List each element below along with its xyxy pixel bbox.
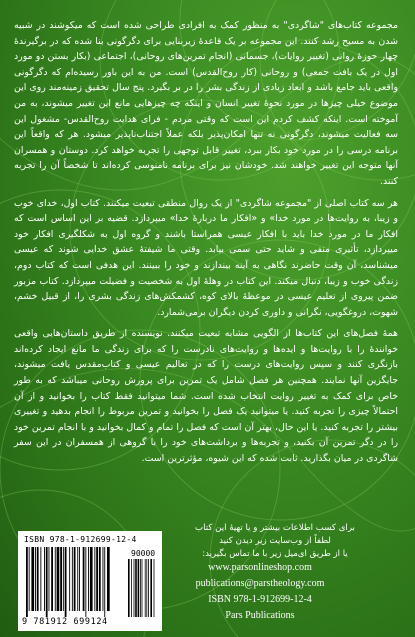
barcode-bar [57,547,60,611]
barcode-bar [69,547,70,611]
paragraph: همهٔ فصل‌های این کتاب‌ها از الگویی مشابه تبعیت میکنند. نویسنده از طریق داستان‌هایی واقعی خوانندهٔ را با روایت‌ها و ایده‌ها و روایت‌های نادرست را که برای زندگی ما مانع ایجاد کرده‌اند بازنگری کنند و سپس روایت‌های درست را که در تعالیم عیسی و کتاب‌مقدس یافت میشوند، جایگزین آنها نمایند. همچنین هر فصل شامل یک تمرین برای پرورش روحانی میباشد که به طور خاص برای کمک به تغییر روایت انتخاب شده است. شما میتوانید فقط کتاب را بخوانید و از آن احتمالاً چیزی را تجربه کنید. یا میتوانید یک فصل را بخوانید و تمرین مربوط را انجام بدهید و تغییری بیشتر را تجربه کنید. یا این حال، بهتر آن است که فصل را تمام و کمال بخوانید و با انجام تمرین خود را در دگر تمرین آن بکنید، و تجربه‌ها و برداشت‌های خود را با گروهی از همسفران در این سفر شاگردی در میان بگذارید. ثابت شده که این شیوه، مؤثرترین است. [14,328,398,465]
paragraph: هر سه کتاب اصلی از "مجموعه شاگردی" از یک روال منطقی تبعیت میکنند. کتاب اول، خدای خوب و زیبا، به روایت‌ها در مورد خدا» و «افکار ما دربارهٔ خدا» میپردازد. قضیه بر این اساس است که افکار ما در مورد خدا باید با افکار عیسی همراستا باشند و گروه اول به شکلگیری افکار خود میپردازد، تأثیری منفی و شاید حتی سمی بیابد. وقتی ما شیفتهٔ عشق خدایی شوند که عیسی میشناسد، آن وقت حاضرند نگاهی به آینه بیندازند و خود را ببینند. این هدفی است که کتاب دوم، زندگی خوب و زیبا، دنبال میکند. این کتاب در وهلهٔ اول به شخصیت و فضیلت میپردازد. کتاب مزبور ضمن پیروی از تعلیم عیسی در موعظهٔ بالای کوه، کشمکش‌های زندگی بشری را، از قبیل خشم، شهوت، دروغگویی، نگرانی و داوری کردن دیگران برمی‌شمارد. [14,197,398,318]
barcode-bar [65,547,67,617]
barcode-bar [90,547,93,611]
barcode-bar [74,547,76,611]
barcode-addon-bar [148,559,149,617]
contact-info [150,522,400,561]
barcode-addon-bar [131,559,132,617]
barcode-addon-bar [145,559,146,617]
barcode-addon-bar [134,559,135,617]
barcode-bar [72,547,73,611]
contact-line: یا از طریق ای‌میل زیر با ما تماس بگیرید: [202,549,348,559]
barcode-addon-bar [128,559,130,617]
barcode-bar [35,547,36,611]
ean-digits: 9 781912 699124 [22,617,108,627]
barcode-addon-bar [135,559,137,617]
barcode-bar [40,547,41,611]
barcode-bar [55,547,56,611]
barcode-bar [26,547,28,617]
barcode-bar [104,547,105,617]
contact-line: لطفاً از وب‌سایت زیر دیدن کنید [219,536,331,546]
barcode-addon-bar [146,559,147,617]
barcode-bar [37,547,39,611]
barcode-bar [60,547,62,611]
barcode-bar [79,547,80,611]
email-link[interactable]: publications@parstheology.com [195,578,325,589]
contact-line: برای کسب اطلاعات بیشتر و یا تهیهٔ این کتاب [195,523,355,533]
barcode-bar [44,547,45,611]
barcode-bar [88,547,89,611]
barcode-bar [77,547,78,611]
barcode-bar [51,547,53,611]
barcode-addon-bar [154,559,155,617]
publisher-name: Pars Publications [225,610,295,621]
barcode-bar [99,547,101,611]
barcode-bar [31,547,34,611]
barcode-bar [107,547,110,611]
barcode-bar [94,547,95,611]
barcode-addon-bar [150,559,152,617]
barcode-addon-bar [138,559,140,617]
paragraph: مجموعه کتاب‌های "شاگردی" به منظور کمک به افرادی طراحی شده است که میکوشند در شبیه شدن به مسیح رشد کنند. این مجموعه بر یک قاعدهٔ زیربنایی برای دگرگونی بنا شده که در برگیرندهٔ چهار حوزهٔ روانی (تغییر روایات)، جسمانی (انجام تمرین‌های روحانی)، اجتماعی (بکار بستن دو مورد اول در یک بافت جمعی) و روحانی (کار روح‌القدس) است. من به این باور رسیده‌ام که دگرگونی واقعی باید جامع باشد و ابعاد زیادی از زندگی بشر را در بر بگیرد. پنج سال تحقیق زمینه‌مند روی این موضوع خیلی چیزها در مورد نحوهٔ تغییر انسان و اینکه چه چیزهایی مانع این تغییر میشوند، به من آموخته است. اینکه کشف کردم این است که وقتی مردم - فرای هدایت روح‌القدس- مشغول این سه فعالیت میشوند، دگرگونی نه تنها امکان‌پذیر بلکه عملاً اجتناب‌ناپذیر میشود. هر که واقعاً این برنامه درسی را در مورد خود بکار ببرد، تغییر قابل توجهی را تجربه خواهد کرد. دوستان و همسران آنها متوجه این تغییر خواهند شد. خودشان نیز برای برنامه نامنوسی کرده‌اند تا شخصاً آن را تجربه کنند. [14,20,398,187]
price-code: 90000 [131,549,156,558]
barcode-bar [83,547,85,611]
publisher-info [175,560,345,624]
barcode-bars [24,547,156,617]
barcode-bar [63,547,64,611]
barcode-bar [103,547,104,611]
barcode-bar [46,547,48,617]
barcode-bar [49,547,50,611]
barcode-isbn-label: ISBN 978-1-912699-12-4 [24,535,137,544]
barcode-bar [29,547,30,611]
website-link[interactable]: www.parsonlineshop.com [208,562,312,573]
barcode-addon-bar [140,559,141,617]
barcode-bar [85,547,86,617]
barcode [18,531,162,631]
back-cover-description [14,18,398,473]
barcode-addon-bar [142,559,143,617]
barcode-bar [96,547,98,611]
isbn-text: ISBN 978-1-912699-12-4 [208,594,312,605]
